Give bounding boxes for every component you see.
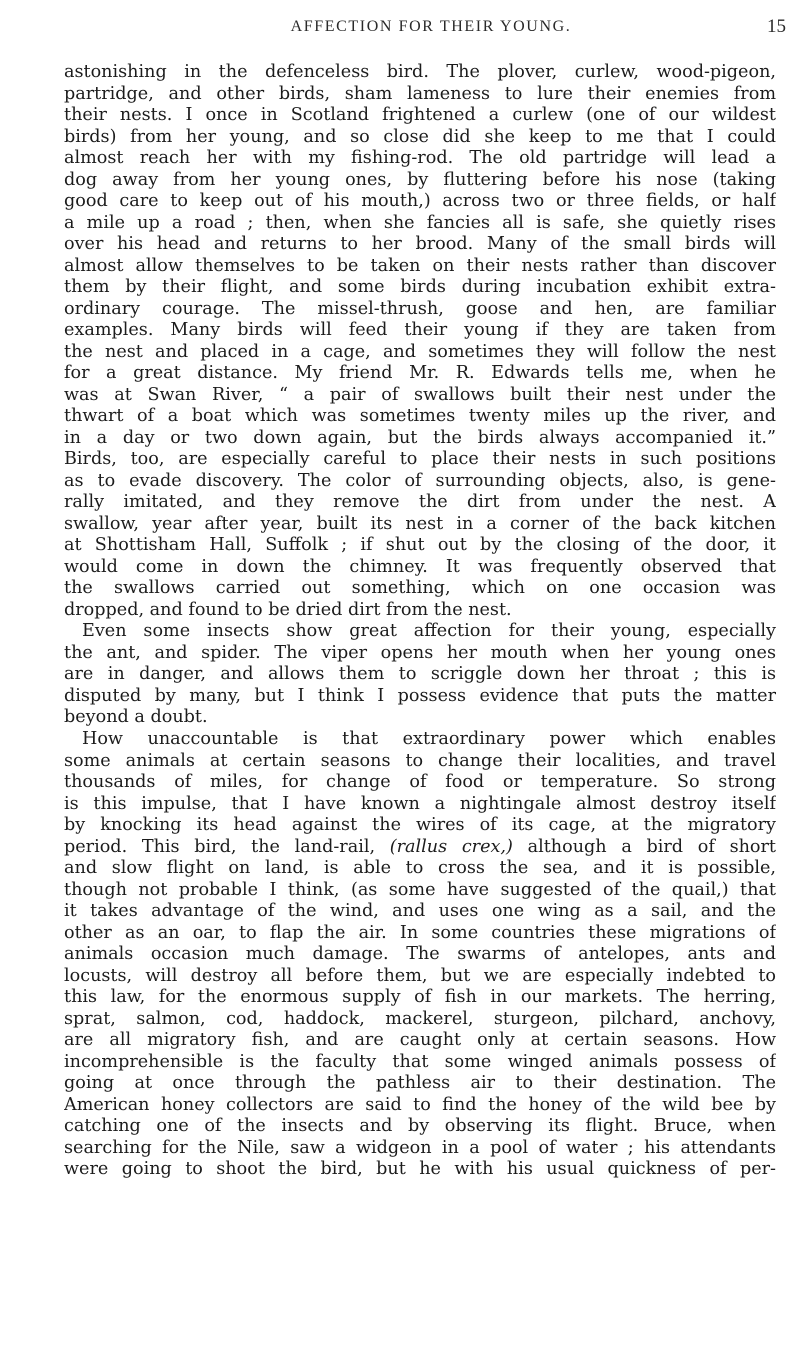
text-line: incomprehensible is the faculty that some winged animals possess of: [64, 1051, 776, 1072]
paragraph-start: How unaccountable is that extraordinary power which enables: [82, 728, 776, 749]
text-line: partridge, and other birds, sham lameness to lure their enemies from: [64, 83, 776, 104]
text-line: catching one of the insects and by observing its flight. Bruce, when: [64, 1116, 776, 1137]
text-line: swallow, year after year, built its nest in a corner of the back kitchen: [64, 513, 776, 534]
text-line: would come in down the chimney. It was frequently observed that: [64, 556, 776, 577]
text-line: other as an oar, to flap the air. In some countries these migrations of: [64, 922, 776, 943]
running-head: [62, 14, 800, 44]
text-line: a mile up a road ; then, when she fancies all is safe, she quietly rises: [64, 212, 776, 233]
text-line: rally imitated, and they remove the dirt from under the nest. A: [64, 492, 776, 513]
text-line: by knocking its head against the wires of its cage, at the migratory: [64, 815, 776, 836]
text-line: Birds, too, are especially careful to place their nests in such positions: [64, 449, 776, 470]
text-line: dog away from her young ones, by fluttering before his nose (taking: [64, 169, 776, 190]
text-line: are all migratory fish, and are caught only at certain seasons. How: [64, 1030, 776, 1051]
text-line: astonishing in the defenceless bird. The plover, curlew, wood-pigeon,: [64, 62, 776, 82]
page-number: 15: [767, 16, 786, 37]
text-line-with-italic: [64, 837, 776, 859]
text-line: as to evade discovery. The color of surrounding objects, also, is gene-: [64, 470, 776, 491]
text-line: at Shottisham Hall, Suffolk ; if shut out by the closing of the door, it: [64, 535, 776, 556]
text-line: animals occasion much damage. The swarms of antelopes, ants and: [64, 944, 776, 965]
text-line: were going to shoot the bird, but he with his usual quickness of per-: [64, 1159, 776, 1180]
text-line: birds) from her young, and so close did she keep to me that I could: [64, 126, 776, 147]
text-line: going at once through the pathless air to their destination. The: [64, 1073, 776, 1094]
text-line: is this impulse, that I have known a nightingale almost destroy itself: [64, 793, 776, 814]
text-line: are in danger, and allows them to scriggle down her throat ; this is: [64, 664, 776, 685]
text-line: disputed by many, but I think I possess evidence that puts the matter: [64, 685, 776, 706]
text-line: good care to keep out of his mouth,) across two or three fields, or half: [64, 191, 776, 212]
text-segment: although a bird of short: [527, 836, 776, 857]
text-line: the swallows carried out something, which on one occasion was: [64, 578, 776, 599]
text-line: American honey collectors are said to find the honey of the wild bee by: [64, 1094, 776, 1115]
text-line: the ant, and spider. The viper opens her mouth when her young ones: [64, 642, 776, 663]
text-line: this law, for the enormous supply of fish in our markets. The herring,: [64, 987, 776, 1008]
text-line: locusts, will destroy all before them, but we are especially indebted to: [64, 965, 776, 986]
text-line: searching for the Nile, saw a widgeon in a pool of water ; his attendants: [64, 1137, 776, 1158]
body-text: [64, 62, 776, 1181]
text-line: sprat, salmon, cod, haddock, mackerel, sturgeon, pilchard, anchovy,: [64, 1008, 776, 1029]
text-line: though not probable I think, (as some have suggested of the quail,) that: [64, 879, 776, 900]
text-line: and slow flight on land, is able to cross the sea, and it is possible,: [64, 858, 776, 879]
text-line: some animals at certain seasons to change their localities, and travel: [64, 750, 776, 771]
text-line: thousands of miles, for change of food or temperature. So strong: [64, 772, 776, 793]
text-line: was at Swan River, “ a pair of swallows built their nest under the: [64, 384, 776, 405]
text-line: almost reach her with my fishing-rod. The old partridge will lead a: [64, 148, 776, 169]
text-line: their nests. I once in Scotland frightened a curlew (one of our wildest: [64, 105, 776, 126]
text-line: dropped, and found to be dried dirt from the nest.: [64, 599, 512, 620]
text-segment: period. This bird, the land-rail,: [64, 836, 376, 857]
text-line: in a day or two down again, but the birds always accompanied it.”: [64, 427, 776, 448]
text-line: beyond a doubt.: [64, 707, 208, 728]
text-line: thwart of a boat which was sometimes twenty miles up the river, and: [64, 406, 776, 427]
text-line: over his head and returns to her brood. Many of the small birds will: [64, 234, 776, 255]
text-line: for a great distance. My friend Mr. R. Edwards tells me, when he: [64, 363, 776, 384]
text-line: ordinary courage. The missel-thrush, goose and hen, are familiar: [64, 298, 776, 319]
text-line: them by their flight, and some birds during incubation exhibit extra-: [64, 277, 776, 298]
text-line: almost allow themselves to be taken on their nests rather than discover: [64, 255, 776, 276]
paragraph-start: Even some insects show great affection for their young, especially: [82, 621, 776, 642]
latin-name: (rallus crex,): [389, 836, 513, 857]
running-title: AFFECTION FOR THEIR YOUNG.: [290, 18, 572, 35]
text-line: the nest and placed in a cage, and sometimes they will follow the nest: [64, 341, 776, 362]
text-line: it takes advantage of the wind, and uses one wing as a sail, and the: [64, 901, 776, 922]
text-line: examples. Many birds will feed their young if they are taken from: [64, 320, 776, 341]
